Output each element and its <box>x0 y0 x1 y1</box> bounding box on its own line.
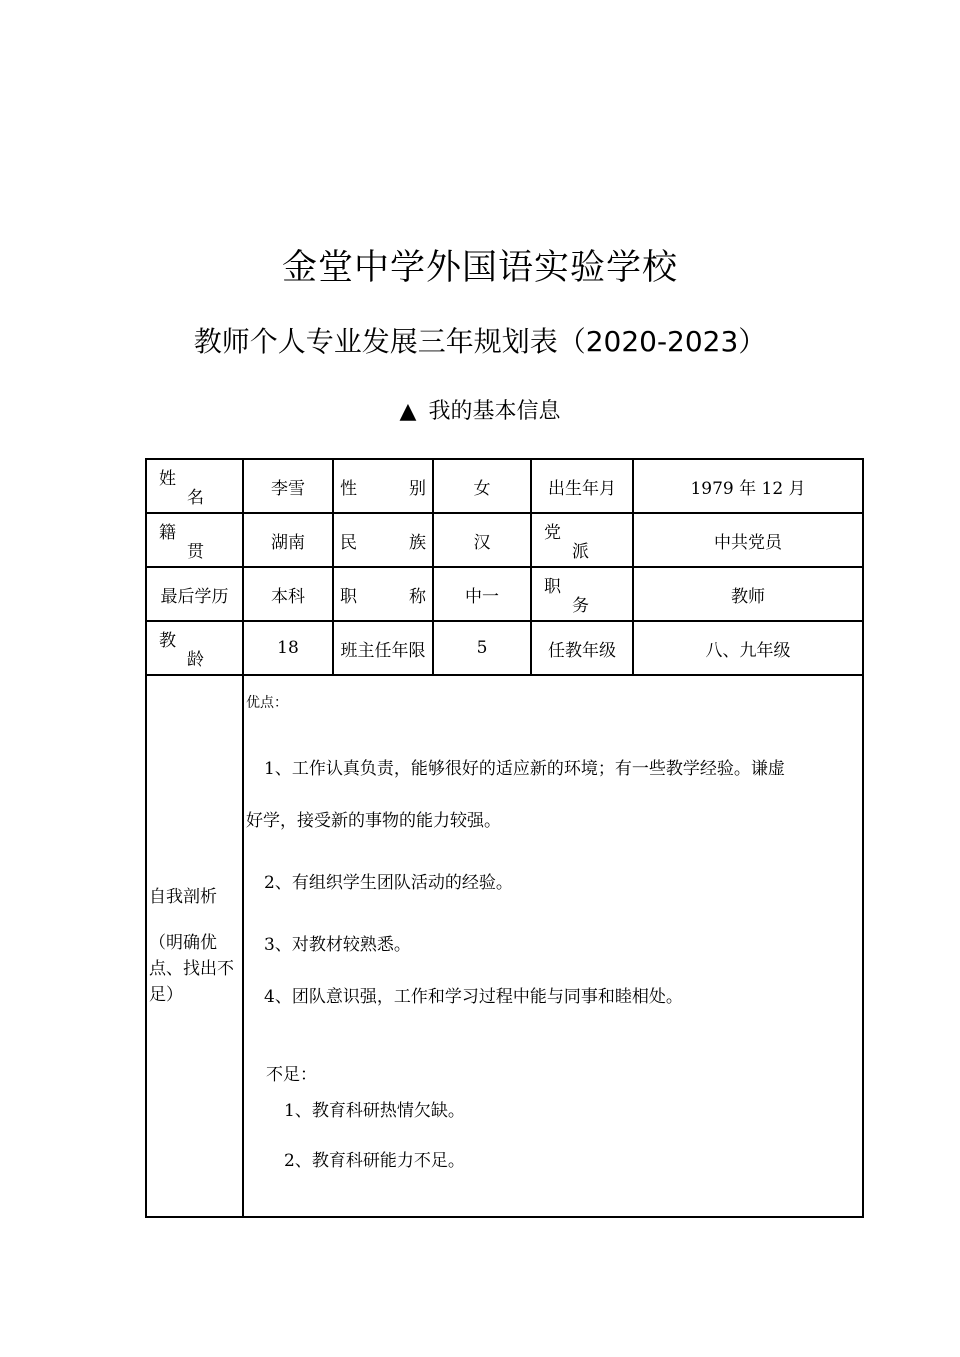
school-title: 金堂中学外国语实验学校 <box>281 248 678 288</box>
teaching-years-value: 18 <box>243 621 333 675</box>
name-value: 李雪 <box>243 459 333 513</box>
rank-label: 职 称 <box>333 567 433 621</box>
post-label: 职 务 <box>531 567 633 621</box>
native-place-label: 籍 贯 <box>146 513 243 567</box>
education-label: 最后学历 <box>146 567 243 621</box>
head-teacher-value: 5 <box>433 621 531 675</box>
birth-label: 出生年月 <box>531 459 633 513</box>
grade-value: 八、九年级 <box>633 621 863 675</box>
party-value: 中共党员 <box>633 513 863 567</box>
education-value: 本科 <box>243 567 333 621</box>
table-row <box>146 675 863 1217</box>
self-analysis-content <box>243 675 863 1217</box>
gender-label: 性 别 <box>333 459 433 513</box>
weakness-2: 2、教育科研能力不足。 <box>284 1151 465 1171</box>
strength-4: 4、团队意识强，工作和学习过程中能与同事和睦相处。 <box>264 987 683 1007</box>
party-label: 党 派 <box>531 513 633 567</box>
rank-value: 中一 <box>433 567 531 621</box>
table-row <box>146 567 863 621</box>
table-row <box>146 459 863 513</box>
table-row <box>146 621 863 675</box>
self-analysis-label: 自我剖析 （明确优点、找出不足） <box>146 675 243 1217</box>
strength-2: 2、有组织学生团队活动的经验。 <box>264 873 513 893</box>
self-analysis-hint: （明确优点、找出不足） <box>149 933 234 1005</box>
grade-label: 任教年级 <box>531 621 633 675</box>
triangle-icon: ▲ <box>399 399 417 424</box>
strength-1a: 1、工作认真负责，能够很好的适应新的环境；有一些教学经验。谦虚 <box>264 759 785 779</box>
basic-info-table <box>145 458 864 1218</box>
ethnicity-label: 民 族 <box>333 513 433 567</box>
section-heading <box>0 394 960 425</box>
name-label: 姓 名 <box>146 459 243 513</box>
weakness-1: 1、教育科研热情欠缺。 <box>284 1101 465 1121</box>
head-teacher-label: 班主任年限 <box>333 621 433 675</box>
birth-value: 1979 年 12 月 <box>633 459 863 513</box>
ethnicity-value: 汉 <box>433 513 531 567</box>
table-row <box>146 513 863 567</box>
native-place-value: 湖南 <box>243 513 333 567</box>
section-title: 我的基本信息 <box>428 399 561 424</box>
weaknesses-title: 不足： <box>266 1065 317 1085</box>
post-value: 教师 <box>633 567 863 621</box>
strengths-title: 优点： <box>246 695 288 711</box>
strength-3: 3、对教材较熟悉。 <box>264 935 411 955</box>
strength-1b: 好学，接受新的事物的能力较强。 <box>246 811 501 831</box>
teaching-years-label: 教 龄 <box>146 621 243 675</box>
form-title: 教师个人专业发展三年规划表（2020-2023） <box>193 325 767 358</box>
gender-value: 女 <box>433 459 531 513</box>
